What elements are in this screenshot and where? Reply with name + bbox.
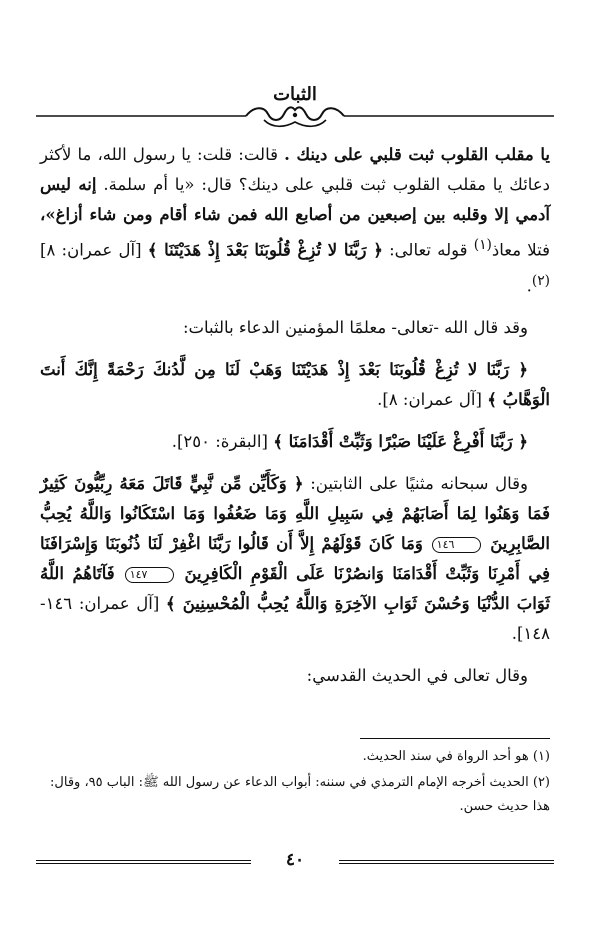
page-number: ٤٠ bbox=[285, 850, 305, 870]
quran-verse: ﴿ رَبَّنَا أَفْرِغْ عَلَيْنَا صَبْرًا وَثَبِّتْ أَقْدَامَنَا ﴾ bbox=[273, 432, 528, 451]
quran-verse: فَآتَاهُمُ اللَّهُ ثَوَابَ الدُّنْيَا وَحُسْنَ ثَوَابِ الآخِرَةِ وَاللَّهُ يُحِبُّ الْمُحْسِنِينَ ﴾ bbox=[40, 564, 550, 613]
chapter-title: الثبات bbox=[273, 84, 317, 105]
footnote-ref[interactable]: (١) bbox=[473, 237, 492, 253]
footnote-separator bbox=[360, 738, 550, 739]
paragraph bbox=[40, 427, 550, 457]
hadith-text: إنه ليس آدمي إلا وقلبه بين إصبعين من أصابع الله فمن شاء أقام ومن شاء أزاغ»، bbox=[40, 175, 550, 224]
quran-verse: ﴿ وَكَأَيِّن مِّن نَّبِيٍّ قَاتَلَ مَعَهُ رِبِّيُّونَ كَثِيرٌ فَمَا وَهَنُوا لِمَا أَصَابَهُمْ فِي سَبِيلِ اللَّهِ وَمَا ضَعُفُوا وَمَا اسْتَكَانُوا وَاللَّهُ يُحِبُّ الصَّابِرِينَ bbox=[40, 474, 551, 553]
verse-citation: [البقرة: ٢٥٠]. bbox=[171, 432, 274, 451]
footnote-1: (١) هو أحد الرواة في سند الحديث. bbox=[362, 749, 550, 764]
quran-verse: ﴿ رَبَّنَا لا تُزِغْ قُلُوبَنَا بَعْدَ إِذْ هَدَيْتَنَا ﴾ bbox=[147, 240, 383, 260]
period: . bbox=[526, 276, 532, 295]
paragraph: وقال تعالى في الحديث القدسي: bbox=[306, 666, 528, 685]
ayah-number: ١٤٧ bbox=[125, 567, 175, 583]
quran-verse: ﴿ رَبَّنَا لا تُزِغْ قُلُوبَنَا بَعْدَ إِذْ هَدَيْتَنَا وَهَبْ لَنَا مِن لَّدُنكَ رَحْمَةً إِنَّكَ أَنتَ الْوَهَّابُ ﴾ bbox=[40, 360, 550, 409]
ornament-divider-icon bbox=[36, 102, 554, 130]
quran-verse: وَمَا كَانَ قَوْلَهُمْ إِلاَّ أَن قَالُوا رَبَّنَا اغْفِرْ لَنَا ذُنُوبَنَا وَإِسْرَافَنَا فِي أَمْرِنَا وَثَبِّتْ أَقْدَامَنَا وَانصُرْنَا عَلَى الْقَوْمِ الْكَافِرِينَ bbox=[40, 534, 550, 583]
running-header bbox=[36, 84, 554, 134]
paragraph bbox=[40, 140, 550, 301]
paragraph bbox=[40, 469, 550, 649]
paragraph bbox=[40, 355, 550, 415]
hadith-text: يا مقلب القلوب ثبت قلبي على دينك . bbox=[284, 145, 550, 164]
main-text bbox=[40, 140, 550, 703]
footer-rule bbox=[36, 860, 251, 861]
page-footer bbox=[36, 848, 554, 872]
narration-text: قوله تعالى: bbox=[382, 240, 474, 260]
footnote-ref[interactable]: (٢) bbox=[531, 272, 550, 289]
verse-citation: [آل عمران: ٨] bbox=[40, 240, 148, 260]
ayah-number: ١٤٦ bbox=[432, 537, 482, 553]
narration-text: وقال سبحانه مثنيًا على الثابتين: bbox=[303, 474, 528, 493]
verse-citation: [آل عمران: ٨]. bbox=[377, 390, 488, 409]
narration-text: قالت: قلت: يا رسول الله، ما لأكثر دعائك يا مقلب القلوب ثبت قلبي على دينك؟ قال: «يا أم سلمة. bbox=[40, 145, 551, 194]
footnote-2: (٢) الحديث أخرجه الإمام الترمذي في سننه: أبواب الدعاء عن رسول الله ﷺ: الباب ٩٥، وقال: هذا حديث حسن. bbox=[50, 775, 550, 814]
paragraph: وقد قال الله -تعالى- معلمًا المؤمنين الدعاء بالثبات: bbox=[182, 318, 528, 337]
narration-text: فتلا معاذ bbox=[491, 240, 550, 260]
verse-citation: [آل عمران: ١٤٦- ١٤٨]. bbox=[40, 594, 550, 643]
footnotes bbox=[40, 745, 550, 821]
